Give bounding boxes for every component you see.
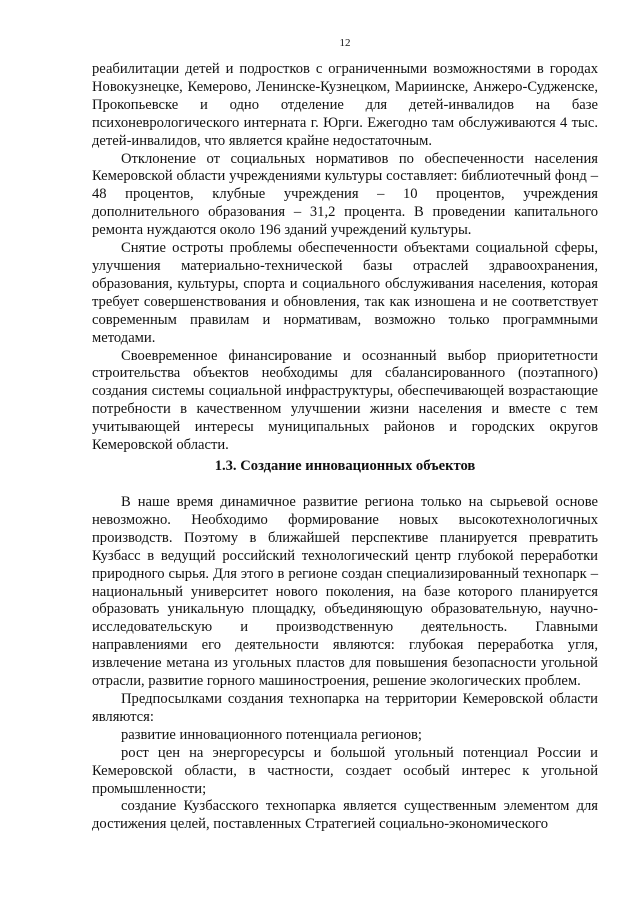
- paragraph: Отклонение от социальных нормативов по обеспеченности населения Кемеровской области учреждениями культуры составляет: библиотечный фонд – 48 процентов, клубные учреждения – 10 процентов, учреждения дополнительного образования – 31,2 процента. В проведении капитального ремонта нуждаются около 196 зданий учреждений культуры.: [92, 150, 598, 239]
- paragraph: Предпосылками создания технопарка на территории Кемеровской области являются:: [92, 690, 598, 725]
- list-item: рост цен на энергоресурсы и большой угольный потенциал России и Кемеровской области, в частности, создает особый интерес к угольной промышленности;: [92, 744, 598, 797]
- section-heading: 1.3. Создание инновационных объектов: [214, 458, 476, 474]
- paragraph: В наше время динамичное развитие региона только на сырьевой основе невозможно. Необходимо формирование новых высокотехнологичных производств. Поэтому в ближайшей перспективе планируется превратить Кузбасс в ведущий российский технологический центр глубокой переработки природного сырья. Для этого в регионе создан специализированный технопарк – национальный университет нового поколения, на базе которого планируется образовать уникальную площадку, объединяющую образовательную, научно-исследовательскую и производственную деятельность. Главными направлениями его деятельности являются: глубокая переработка угля, извлечение метана из угольных пластов для повышения безопасности угольной отрасли, развитие горного машиностроения, решение экологических проблем.: [92, 494, 598, 690]
- page-number: 12: [339, 37, 351, 49]
- section-body-top: [92, 61, 598, 455]
- paragraph: Снятие остроты проблемы обеспеченности объектами социальной сферы, улучшения материально-технической базы отраслей здравоохранения, образования, культуры, спорта и социального обслуживания населения, которая требует совершенствования и обновления, так как изношена и не соответствует современным правилам и нормативам, возможно только программными методами.: [92, 240, 598, 346]
- list-item: создание Кузбасского технопарка является существенным элементом для достижения целей, поставленных Стратегией социально-экономического: [92, 798, 598, 833]
- section-body-bottom: [92, 494, 598, 834]
- list-item: развитие инновационного потенциала регионов;: [121, 726, 422, 743]
- paragraph: реабилитации детей и подростков с ограниченными возможностями в городах Новокузнецке, Кемерово, Ленинске-Кузнецком, Мариинске, Анжеро-Судженске, Прокопьевске и одно отделение для детей-инвалидов на базе психоневрологического интерната г. Юрги. Ежегодно там обслуживаются 4 тыс. детей-инвалидов, что является крайне недостаточным.: [92, 61, 598, 149]
- paragraph: Своевременное финансирование и осознанный выбор приоритетности строительства объектов необходимы для сбалансированного (поэтапного) создания системы социальной инфраструктуры, обеспечивающей возрастающие потребности в качественном улучшении жизни населения и вместе с тем учитывающей интересы муниципальных районов и городских округов Кемеровской области.: [92, 347, 598, 454]
